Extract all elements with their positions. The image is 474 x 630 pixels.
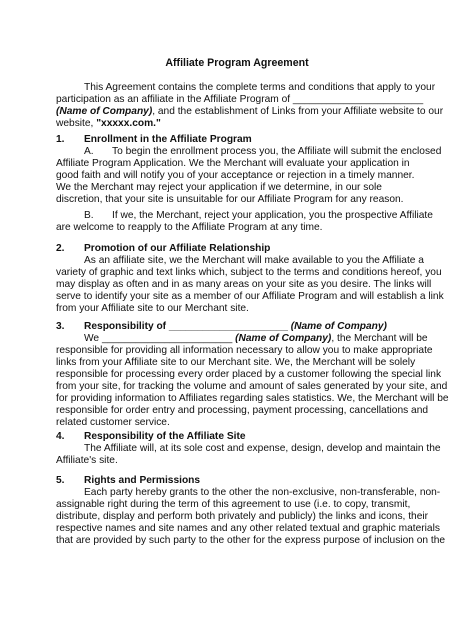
section-5-line-1: Each party hereby grants to the other the non-exclusive, non-transferable, non-: [84, 487, 441, 498]
section-4-paragraph: [56, 443, 441, 467]
document-title: Affiliate Program Agreement: [165, 57, 309, 69]
section-1-b-line-2: are welcome to reapply to the Affiliate Program at any time.: [56, 222, 323, 233]
section-1-a-line-3: good faith and will notify you of your acceptance or rejection in a timely manner.: [56, 170, 415, 181]
section-3-line-7: responsible for order entry and processing, payment processing, cancellations and: [56, 405, 429, 416]
section-2-line-3: may display as often and in as many areas on your site as you desire. The links will: [56, 279, 432, 290]
item-b-label: B.: [84, 210, 94, 221]
section-2-title: Promotion of our Affiliate Relationship: [84, 243, 271, 254]
section-4-number: 4.: [56, 431, 65, 442]
section-5-line-3: distribute, display and perform both privately and publicly) the links and icons, their: [56, 511, 429, 522]
section-2-line-5: from your Affiliate site to our Merchant site.: [56, 303, 249, 314]
item-a-label: A.: [84, 146, 94, 157]
section-5-line-5: that are provided by such party to the other for the express purpose of inclusion on the: [56, 535, 446, 546]
section-1-a-line-2: Affiliate Program Application. We the Merchant will evaluate your application in: [56, 158, 410, 169]
section-5-line-2: assignable right during the term of this agreement to use (i.e. to copy, transmit,: [56, 499, 411, 510]
section-3-text-1b: , the Merchant will be: [331, 333, 428, 344]
company-name-placeholder: (Name of Company): [56, 106, 153, 117]
section-3-heading: [56, 321, 424, 333]
section-1-item-b: [56, 210, 433, 234]
section-5-number: 5.: [56, 475, 65, 486]
section-3-line-5: from your site, for tracking the volume and amount of sales generated by your site, and: [56, 381, 448, 392]
section-4-heading: [56, 431, 424, 443]
section-2-line-4: serve to identify your site as a member of our Affiliate Program and will establish a link: [56, 291, 444, 302]
section-1-title: Enrollment in the Affiliate Program: [84, 134, 252, 145]
section-5-paragraph: [56, 487, 446, 547]
section-2-number: 2.: [56, 243, 65, 254]
section-2-paragraph: [56, 255, 444, 315]
intro-line-4-text: website,: [56, 118, 97, 129]
section-3-title: Responsibility of: [84, 321, 169, 332]
section-3-number: 3.: [56, 321, 65, 332]
intro-paragraph: [56, 82, 444, 130]
section-3-company-name: (Name of Company): [287, 321, 387, 332]
section-3-blank-line: _______________________: [101, 333, 233, 344]
section-2-line-1: As an affiliate site, we the Merchant will make available to you the Affiliate a: [84, 255, 424, 266]
website-placeholder: "xxxxx.com.": [96, 118, 161, 129]
section-1-b-line-1: [56, 210, 433, 222]
section-1-heading: [56, 134, 424, 146]
section-3-line-4: responsible for processing every order placed by a customer following the special link: [56, 369, 442, 380]
section-2-line-2: variety of graphic and text links which, subject to the terms and conditions hereof, you: [56, 267, 442, 278]
section-3-line-1: [56, 333, 428, 345]
section-2-heading: [56, 243, 424, 255]
section-1-number: 1.: [56, 134, 65, 145]
section-4-line-2: Affiliate's site.: [56, 455, 118, 466]
section-3-blank: _____________________: [168, 321, 288, 332]
section-3-line-8: related customer service.: [56, 417, 170, 428]
section-4-line-1: The Affiliate will, at its sole cost and expense, design, develop and maintain the: [84, 443, 441, 454]
section-5-heading: [56, 475, 424, 487]
section-1-a-line-5: discretion, that your site is unsuitable for our Affiliate Program for any reason.: [56, 194, 404, 205]
section-3-line-3: links from your Affiliate site to our Merchant site. We, the Merchant will be solely: [56, 357, 416, 368]
intro-line-3-text: , and the establishment of Links from your Affiliate website to our: [152, 106, 444, 117]
section-1-a-text-1: To begin the enrollment process you, the Affiliate will submit the enclosed: [112, 146, 442, 157]
section-3-paragraph: [56, 333, 449, 429]
section-1-a-line-1: [56, 146, 442, 158]
section-4-title: Responsibility of the Affiliate Site: [84, 431, 246, 442]
intro-line-3: [56, 106, 444, 118]
section-1-a-line-4: We the Merchant may reject your application if we determine, in our sole: [56, 182, 382, 193]
section-5-title: Rights and Permissions: [84, 475, 201, 486]
section-3-name-placeholder: (Name of Company): [232, 333, 332, 344]
intro-line-1: This Agreement contains the complete terms and conditions that apply to your: [84, 82, 436, 93]
section-1-b-text-1: If we, the Merchant, reject your application, you the prospective Affiliate: [112, 210, 433, 221]
intro-line-4: [56, 118, 424, 130]
section-5-line-4: respective names and site names and any other related textual and graphic materials: [56, 523, 440, 534]
section-3-line-2: responsible for providing all information necessary to allow you to make appropriate: [56, 345, 433, 356]
section-3-line-6: for providing information to Affiliates regarding sales statistics. We, the Merchant will be: [56, 393, 449, 404]
section-3-text-1: We: [84, 333, 102, 344]
intro-line-2: participation as an affiliate in the Affiliate Program of _______________________: [56, 94, 424, 105]
section-1-item-a: [56, 146, 442, 206]
